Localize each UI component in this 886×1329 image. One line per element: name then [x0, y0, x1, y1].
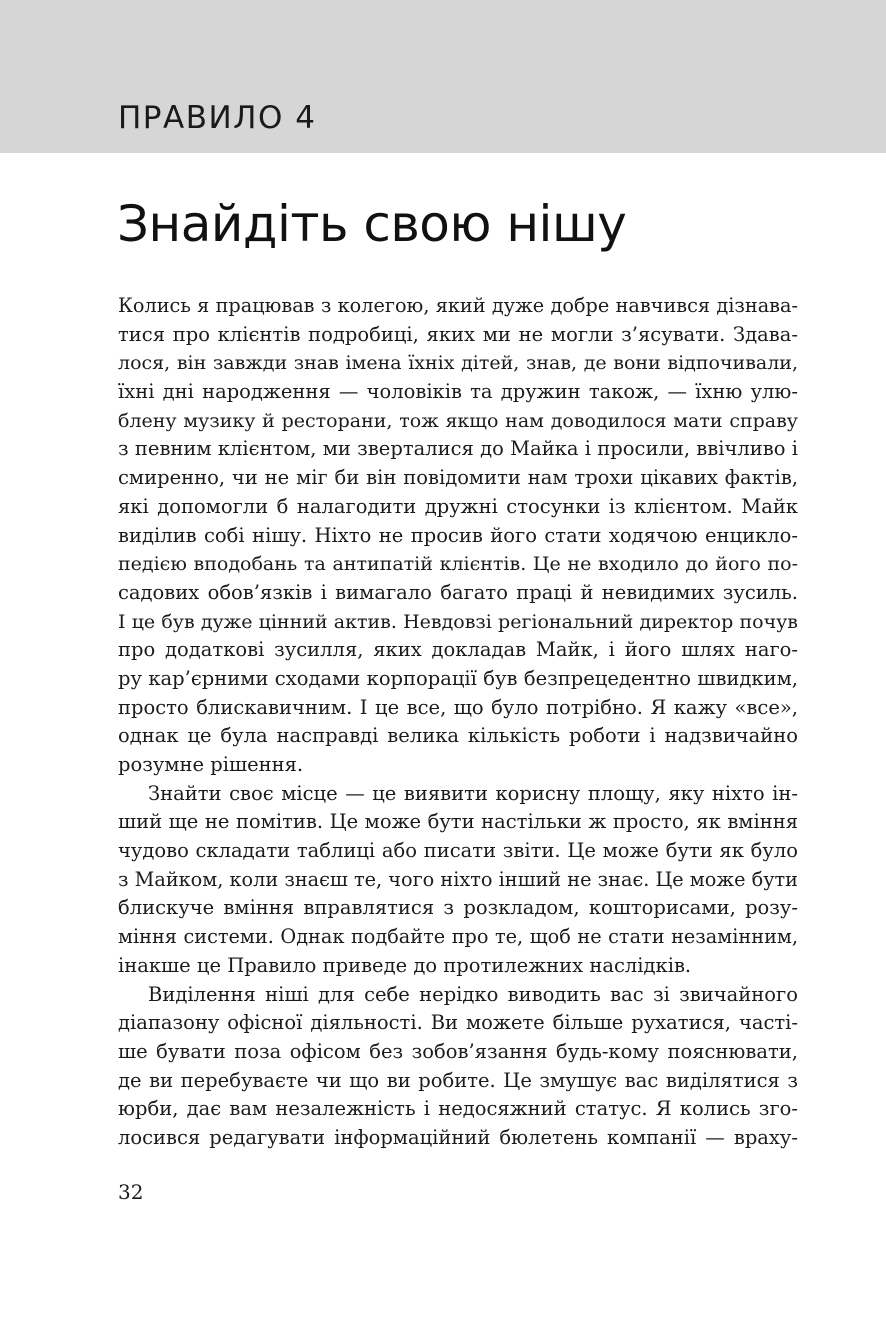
paragraph-2 [118, 780, 798, 981]
text-line: лося, він завжди знав імена їхніх дітей, знав, де вони відпочивали, [118, 352, 798, 375]
text-line: блискуче вміння вправлятися з розкладом, кошторисами, розу- [118, 896, 798, 920]
chapter-title: Знайдіть свою нішу [117, 195, 627, 253]
chapter-header-band [0, 0, 886, 153]
text-line: про додаткові зусилля, яких докладав Майк, і його шлях наго- [118, 638, 798, 662]
text-line: І це був дуже цінний актив. Невдовзі регіональний директор почув [118, 610, 798, 633]
text-line: Колись я працював з колегою, який дуже добре навчився дізнава- [118, 294, 798, 317]
text-line: Знайти своє місце — це виявити корисну площу, яку ніхто ін- [148, 781, 798, 805]
text-line: діапазону офісної діяльності. Ви можете більше рухатися, часті- [118, 1011, 798, 1035]
text-line: блену музику й ресторани, тож якщо нам доводилося мати справу [118, 409, 798, 432]
text-line: чудово складати таблиці або писати звіти. Це може бути як було [118, 839, 798, 863]
text-line: лосився редагувати інформаційний бюлетень компанії — враху- [118, 1125, 798, 1149]
paragraph-1 [118, 292, 798, 780]
text-line: юрби, дає вам незалежність і недосяжний статус. Я колись зго- [118, 1097, 798, 1121]
text-line: тися про клієнтів подробиці, яких ми не могли з’ясувати. Здава- [118, 322, 798, 346]
text-line: виділив собі нішу. Ніхто не просив його стати ходячою енциклo- [118, 523, 798, 547]
paragraph-3 [118, 981, 798, 1153]
text-line: які допомогли б налагодити дружні стосунки із клієнтом. Майк [118, 494, 798, 518]
page-number: 32 [118, 1180, 144, 1204]
text-line: садових обов’язків і вимагало багато праці й невидимих зусиль. [118, 580, 798, 604]
text-line: ше бувати поза офісом без зобов’язання будь-кому пояснювати, [118, 1039, 798, 1063]
text-line: де ви перебуваєте чи що ви робите. Це змушує вас виділятися з [118, 1068, 798, 1092]
text-line: їхні дні народження — чоловіків та дружин також, — їхню улю- [118, 380, 798, 404]
body-text [118, 292, 798, 1153]
rule-label: ПРАВИЛО 4 [118, 100, 317, 136]
text-line: розумне рішення. [118, 753, 304, 776]
text-line: Виділення ніші для себе нерідко виводить вас зі звичайного [148, 982, 798, 1006]
text-line: з Майком, коли знаєш те, чого ніхто інший не знає. Це може бути [118, 867, 798, 891]
text-line: ший ще не помітив. Це може бути настільки ж просто, як вміння [118, 810, 798, 834]
text-line: інакше це Правило приведе до протилежних наслідків. [118, 953, 692, 977]
text-line: смиренно, чи не міг би він повідомити нам трохи цікавих фактів, [118, 466, 798, 490]
text-line: педією вподобань та антипатій клієнтів. Це не входило до його по- [118, 553, 798, 576]
text-line: ру кар’єрними сходами корпорації був безпрецедентно швидким, [118, 666, 798, 690]
text-line: міння системи. Однак подбайте про те, щоб не стати незамінним, [118, 925, 798, 949]
text-line: просто блискавичним. І це все, що було потрібно. Я кажу «все», [118, 695, 798, 719]
text-line: з певним клієнтом, ми зверталися до Майка і просили, ввічливо і [118, 437, 798, 461]
text-line: однак це була насправді велика кількість роботи і надзвичайно [118, 724, 798, 748]
